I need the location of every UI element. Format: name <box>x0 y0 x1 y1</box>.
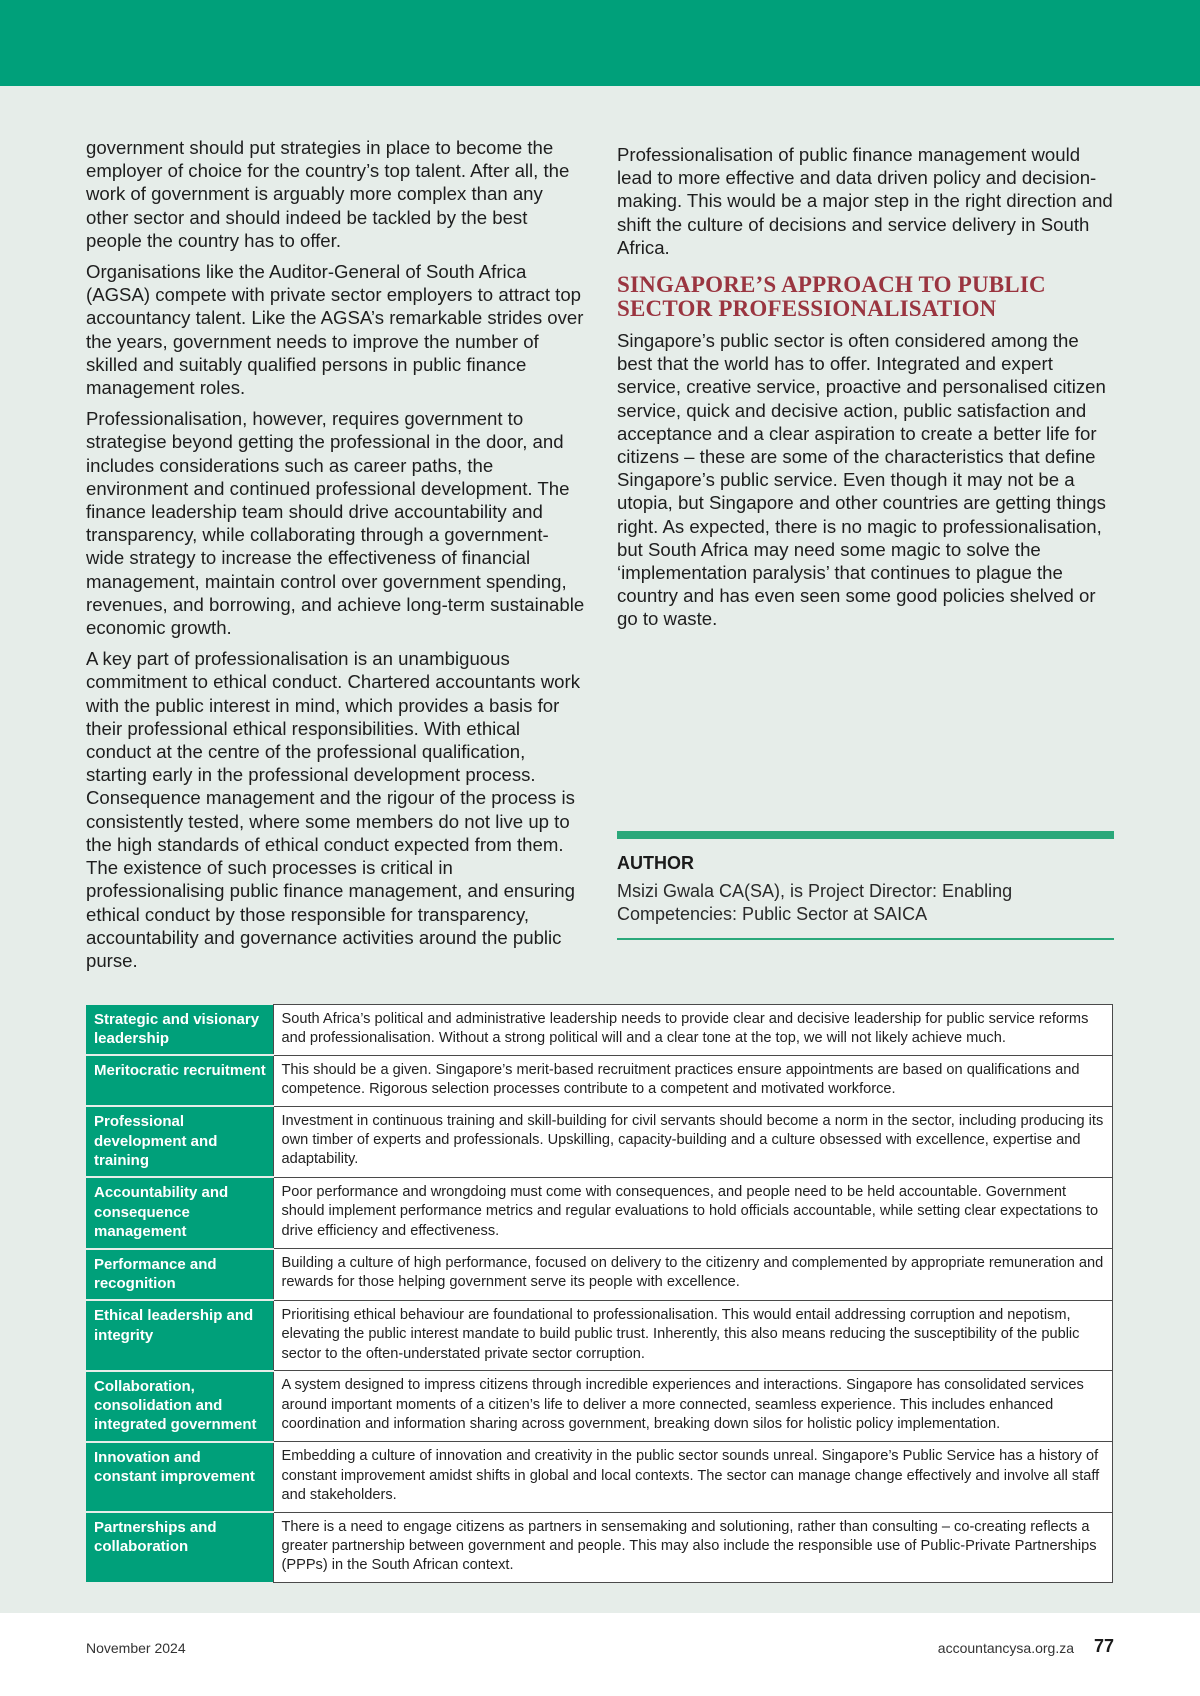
body-paragraph: A key part of professionalisation is an unambiguous commitment to ethical conduct. Chartered accountants work with the public interest in mind, which provides a basis for their professional ethical responsibilities. With ethical conduct at the centre of the professional qualification, starting early in the professional development process. Consequence management and the rigour of the process is consistently tested, where some members do not live up to the high standards of ethical conduct expected from them. The existence of such processes is critical in professionalising public finance management, and ensuring ethical conduct by those responsible for transparency, accountability and governance activities around the public purse. <box>86 648 580 971</box>
author-bio: Msizi Gwala CA(SA), is Project Director: Enabling Competencies: Public Sector at SAICA <box>617 881 1013 924</box>
author-top-rule <box>617 831 1114 839</box>
table-term: Partnerships and collaboration <box>86 1512 273 1582</box>
table-description: South Africa’s political and administrative leadership needs to provide clear and decisive leadership for public service reforms and professionalisation. Without a strong political will and a clear tone at the top, we will not likely achieve much. <box>273 1005 1113 1056</box>
professionalisation-table <box>86 1004 1113 1583</box>
right-column <box>617 143 1117 639</box>
table-row <box>86 1300 1113 1370</box>
footer-date: November 2024 <box>86 1640 186 1656</box>
table-term: Meritocratic recruitment <box>86 1055 273 1106</box>
author-label: AUTHOR <box>617 853 694 873</box>
table-term: Ethical leadership and integrity <box>86 1300 273 1370</box>
table-description: Poor performance and wrongdoing must come with consequences, and people need to be held accountable. Government should implement performance metrics and regular evaluations to hold officials accountable, while setting clear expectations to drive efficiency and effectiveness. <box>273 1177 1113 1248</box>
table-term: Performance and recognition <box>86 1249 273 1301</box>
body-paragraph: government should put strategies in place to become the employer of choice for the country’s top talent. After all, the work of government is arguably more complex than any other sector and should indeed be tackled by the best people the country has to offer. <box>86 137 570 251</box>
section-heading: SINGAPORE’S APPROACH TO PUBLIC SECTOR PROFESSIONALISATION <box>617 272 1046 322</box>
table-description: Embedding a culture of innovation and creativity in the public sector sounds unreal. Singapore’s Public Service has a history of constant improvement amidst shifts in global and local contexts. The sector can manage change effectively and involve all staff and stakeholders. <box>273 1442 1113 1512</box>
table-row <box>86 1106 1113 1177</box>
page-number: 77 <box>1093 1636 1114 1656</box>
table-row <box>86 1005 1113 1056</box>
body-paragraph: Professionalisation, however, requires government to strategise beyond getting the professional in the door, and includes considerations such as career paths, the environment and continued professional development. The finance leadership team should drive accountability and transparency, while collaborating through a government-wide strategy to increase the effectiveness of financial management, maintain control over government spending, revenues, and borrowing, and achieve long-term sustainable economic growth. <box>86 408 585 639</box>
author-box <box>617 831 1114 940</box>
table-term: Professional development and training <box>86 1106 273 1177</box>
author-bottom-rule <box>617 938 1114 940</box>
body-paragraph: Singapore’s public sector is often considered among the best that the world has to offer. Integrated and expert service, creative service, proactive and personalised citizen service, quick and decisive action, public satisfaction and acceptance and a clear aspiration to create a better life for citizens – these are some of the characteristics that define Singapore’s public service. Even though it may not be a utopia, but Singapore and other countries are getting things right. As expected, there is no magic to professionalisation, but South Africa may need some magic to solve the ‘implementation paralysis’ that continues to plague the country and has even seen some good policies shelved or go to waste. <box>617 330 1106 630</box>
left-column <box>86 136 586 980</box>
table-description: Building a culture of high performance, focused on delivery to the citizenry and complemented by appropriate remuneration and rewards for those helping government serve its people with excellence. <box>273 1249 1113 1301</box>
table-row <box>86 1177 1113 1248</box>
table-row <box>86 1512 1113 1582</box>
top-banner <box>0 0 1200 86</box>
table-row <box>86 1371 1113 1442</box>
body-paragraph: Organisations like the Auditor-General of South Africa (AGSA) compete with private sector employers to attract top accountancy talent. Like the AGSA’s remarkable strides over the years, government needs to improve the number of skilled and suitably qualified persons in public finance management roles. <box>86 261 584 399</box>
table-term: Innovation and constant improvement <box>86 1442 273 1512</box>
table-row <box>86 1249 1113 1301</box>
table-term: Collaboration, consolidation and integrated government <box>86 1371 273 1442</box>
table-description: This should be a given. Singapore’s merit-based recruitment practices ensure appointments are based on qualifications and competence. Rigorous selection processes contribute to a competent and motivated workforce. <box>273 1055 1113 1106</box>
body-paragraph: Professionalisation of public finance management would lead to more effective and data driven policy and decision-making. This would be a major step in the right direction and shift the culture of decisions and service delivery in South Africa. <box>617 144 1113 258</box>
table-description: Investment in continuous training and skill-building for civil servants should become a norm in the sector, including producing its own timber of experts and professionals. Upskilling, capacity-building and a culture obsessed with excellence, expertise and adaptability. <box>273 1106 1113 1177</box>
table-term: Accountability and consequence management <box>86 1177 273 1248</box>
footer-website-link[interactable]: accountancysa.org.za <box>937 1640 1074 1656</box>
table-description: There is a need to engage citizens as partners in sensemaking and solutioning, rather than consulting – co-creating reflects a greater partnership between government and people. This may also include the responsible use of Public-Private Partnerships (PPPs) in the South African context. <box>273 1512 1113 1582</box>
table-row <box>86 1442 1113 1512</box>
table-description: A system designed to impress citizens through incredible experiences and interactions. Singapore has consolidated services around important moments of a citizen’s life to deliver a more connected, seamless experience. This includes enhanced coordination and information sharing across government, breaking down silos for holistic policy implementation. <box>273 1371 1113 1442</box>
table-description: Prioritising ethical behaviour are foundational to professionalisation. This would entail addressing corruption and nepotism, elevating the public interest mandate to build public trust. Inherently, this also means reducing the susceptibility of the public sector to the often-understated private sector corruption. <box>273 1300 1113 1370</box>
table-term: Strategic and visionary leadership <box>86 1005 273 1056</box>
table-row <box>86 1055 1113 1106</box>
